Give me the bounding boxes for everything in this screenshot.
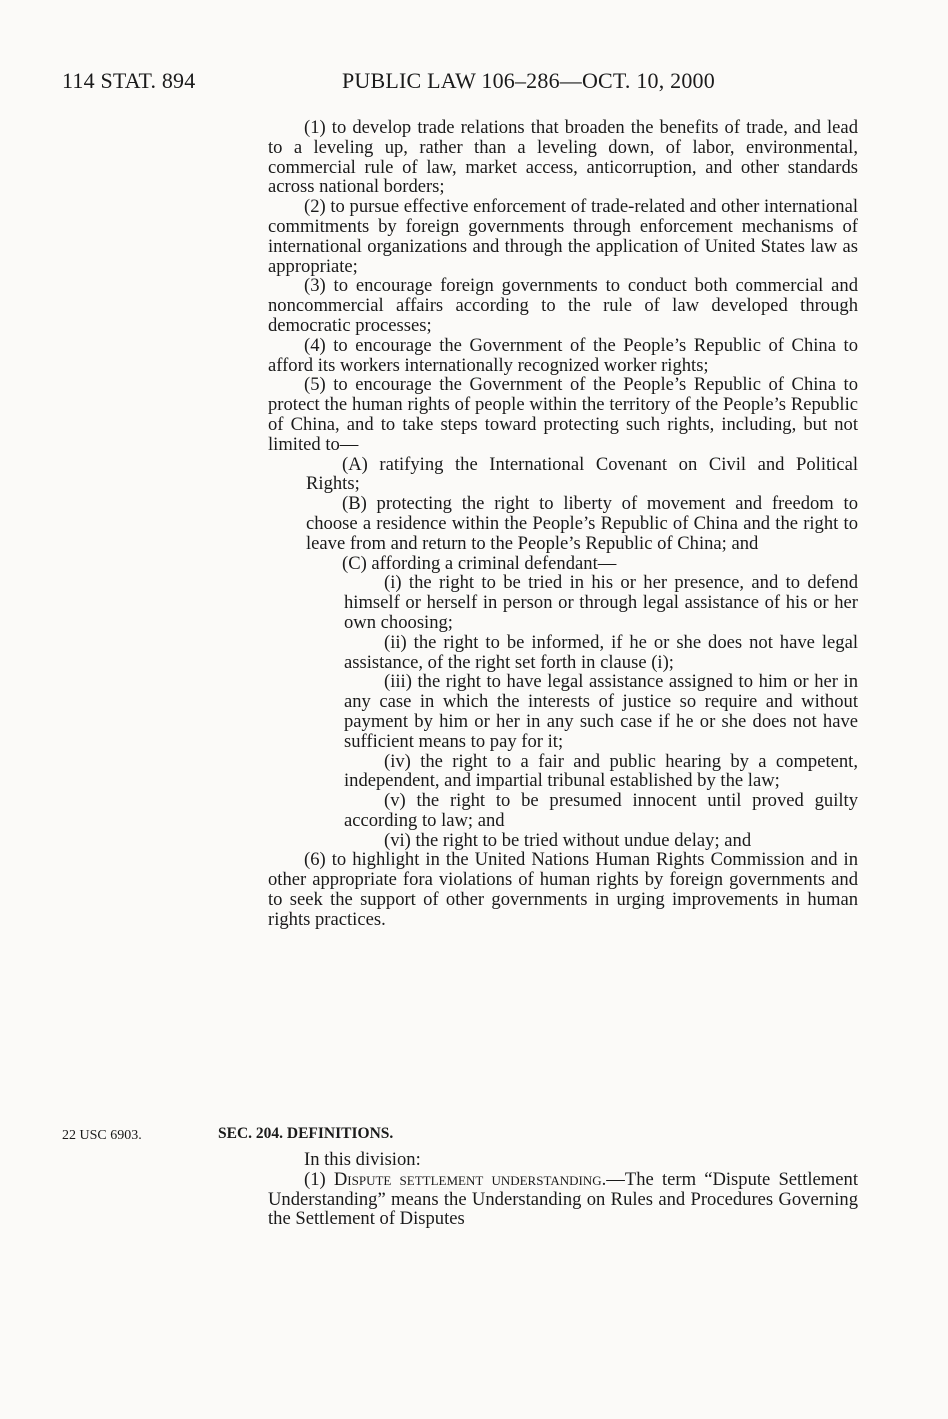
definition-1-term: Dispute settlement understanding. — [333, 1168, 607, 1190]
subparagraph-c: (C) affording a criminal defendant— — [342, 552, 617, 574]
subparagraph-a: (A) ratifying the International Covenant on Civil and Political Rights; — [306, 453, 858, 495]
main-text — [268, 118, 858, 930]
statute-page-number: 114 STAT. 894 — [62, 68, 196, 93]
section-heading: SEC. 204. DEFINITIONS. — [218, 1125, 394, 1142]
clause-v: (v) the right to be presumed innocent until proved guilty according to law; and — [344, 790, 858, 831]
paragraph-3: (3) to encourage foreign governments to conduct both commercial and noncommercial affairs according to the rule of law developed through democratic processes; — [268, 275, 858, 336]
clause-vi: (vi) the right to be tried without undue delay; and — [384, 829, 752, 851]
clause-iii: (iii) the right to have legal assistance assigned to him or her in any case in which the interests of justice so require and without payment by him or her in any such case if he or she does not have sufficient means to pay for it; — [344, 671, 858, 752]
definitions-text — [268, 1150, 858, 1229]
clause-ii: (ii) the right to be informed, if he or she does not have legal assistance, of the right set forth in clause (i); — [344, 631, 858, 673]
paragraph-2: (2) to pursue effective enforcement of trade-related and other international commitments by foreign governments through enforcement mechanisms of international organizations and through the application of United States law as appropriate; — [268, 196, 858, 277]
paragraph-4: (4) to encourage the Government of the People’s Republic of China to afford its workers internationally recognized worker rights; — [268, 334, 858, 376]
definition-1-number: (1) — [304, 1168, 326, 1190]
clause-i: (i) the right to be tried in his or her presence, and to defend himself or herself in person or through legal assistance of his or her own choosing; — [344, 572, 858, 633]
paragraph-6: (6) to highlight in the United Nations Human Rights Commission and in other appropriate fora violations of human rights by foreign governments and to seek the support of other governments in urging improvements in human rights practices. — [268, 849, 858, 930]
definition-1 — [268, 1170, 858, 1229]
definitions-intro: In this division: — [304, 1149, 421, 1170]
subparagraph-b: (B) protecting the right to liberty of movement and freedom to choose a residence within the People’s Republic of China and the right to leave from and return to the People’s Republic of China; and — [306, 493, 858, 554]
paragraph-5: (5) to encourage the Government of the People’s Republic of China to protect the human rights of people within the territory of the People’s Republic of China, and to take steps toward protecting such rights, including, but not limited to— — [268, 374, 858, 455]
clause-iv: (iv) the right to a fair and public hearing by a competent, independent, and impartial tribunal established by the law; — [344, 750, 858, 792]
paragraph-1: (1) to develop trade relations that broaden the benefits of trade, and lead to a leveling up, rather than a leveling down, of labor, environmental, commercial rule of law, market access, anticorruption, and other standards across national borders; — [268, 117, 858, 198]
usc-sidenote: 22 USC 6903. — [62, 1128, 142, 1143]
public-law-title: PUBLIC LAW 106–286—OCT. 10, 2000 — [342, 68, 715, 93]
definition-1-text: —The term “Dispute Settlement Understanding” means the Understanding on Rules and Procedures Governing the Settlement of Disputes — [268, 1168, 858, 1230]
